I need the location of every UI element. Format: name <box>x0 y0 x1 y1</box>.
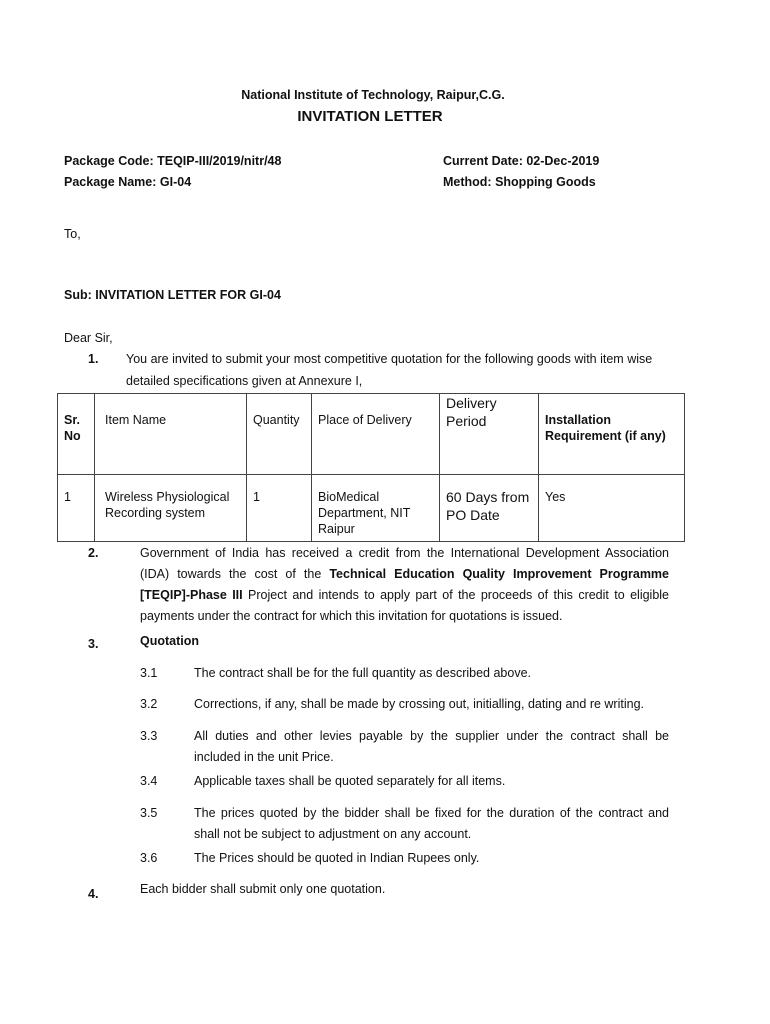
cell-quantity: 1 <box>247 475 312 542</box>
para1-line1: You are invited to submit your most competitive quotation for the following goods with item wise <box>126 352 653 366</box>
clause-3-5-text: The prices quoted by the bidder shall be fixed for the duration of the contract and shall not be subject to adjustment on any account. <box>194 806 669 841</box>
para2-text-b: Project and intends to apply part of the proceeds of this credit to eligible payments under the contract for which this invitation for quotations is issued. <box>140 588 670 623</box>
clause-3-5-number: 3.5 <box>140 806 158 820</box>
para4-number: 4. <box>88 887 99 901</box>
para2-number: 2. <box>88 546 99 560</box>
clause-3-1-text: The contract shall be for the full quantity as described above. <box>194 666 531 680</box>
addressee: To, <box>64 227 81 241</box>
goods-table <box>57 393 685 542</box>
para3-heading: Quotation <box>140 634 200 648</box>
clause-3-2-text: Corrections, if any, shall be made by crossing out, initialling, dating and re writing. <box>194 697 644 711</box>
header-delivery-period: Delivery Period <box>440 394 539 475</box>
header-quantity: Quantity <box>247 394 312 475</box>
header-place-of-delivery: Place of Delivery <box>312 394 440 475</box>
clause-3-3-number: 3.3 <box>140 729 158 743</box>
para2-programme-name: Technical Education Quality Improvement Programme [TEQIP]-Phase III <box>140 567 670 602</box>
current-date: Current Date: 02-Dec-2019 <box>443 154 600 168</box>
para4-text: Each bidder shall submit only one quotation. <box>140 882 386 896</box>
salutation: Dear Sir, <box>64 331 113 345</box>
clause-3-4-text: Applicable taxes shall be quoted separately for all items. <box>194 774 506 788</box>
para3-number: 3. <box>88 637 99 651</box>
institute-name: National Institute of Technology, Raipur,C.G. <box>241 88 505 102</box>
para1-line2: detailed specifications given at Annexure I, <box>126 374 363 388</box>
clause-3-3-text: All duties and other levies payable by the supplier under the contract shall be included in the unit Price. <box>194 729 669 764</box>
cell-place-of-delivery: BioMedical Department, NIT Raipur <box>312 475 440 542</box>
para2-text <box>140 543 669 627</box>
package-name: Package Name: GI-04 <box>64 175 192 189</box>
subject-line: Sub: INVITATION LETTER FOR GI-04 <box>64 288 281 302</box>
para1-number: 1. <box>88 352 99 366</box>
header-item-name: Item Name <box>95 394 247 475</box>
para2-text-a: Government of India has received a credit from the International Development Association (IDA) towards the cost of the <box>140 546 669 581</box>
package-code: Package Code: TEQIP-III/2019/nitr/48 <box>64 154 282 168</box>
cell-delivery-period: 60 Days from PO Date <box>440 475 539 542</box>
cell-item-name: Wireless Physiological Recording system <box>95 475 247 542</box>
table-row <box>58 475 685 542</box>
header-sr-no: Sr. No <box>58 394 95 475</box>
cell-sr-no: 1 <box>58 475 95 542</box>
cell-installation: Yes <box>539 475 685 542</box>
header-installation: Installation Requirement (if any) <box>539 394 685 475</box>
table-header-row <box>58 394 685 475</box>
clause-3-4-number: 3.4 <box>140 774 158 788</box>
procurement-method: Method: Shopping Goods <box>443 175 596 189</box>
document-title: INVITATION LETTER <box>297 108 443 125</box>
clause-3-2-number: 3.2 <box>140 697 158 711</box>
clause-3-6-number: 3.6 <box>140 851 158 865</box>
clause-3-1-number: 3.1 <box>140 666 158 680</box>
clause-3-6-text: The Prices should be quoted in Indian Rupees only. <box>194 851 480 865</box>
